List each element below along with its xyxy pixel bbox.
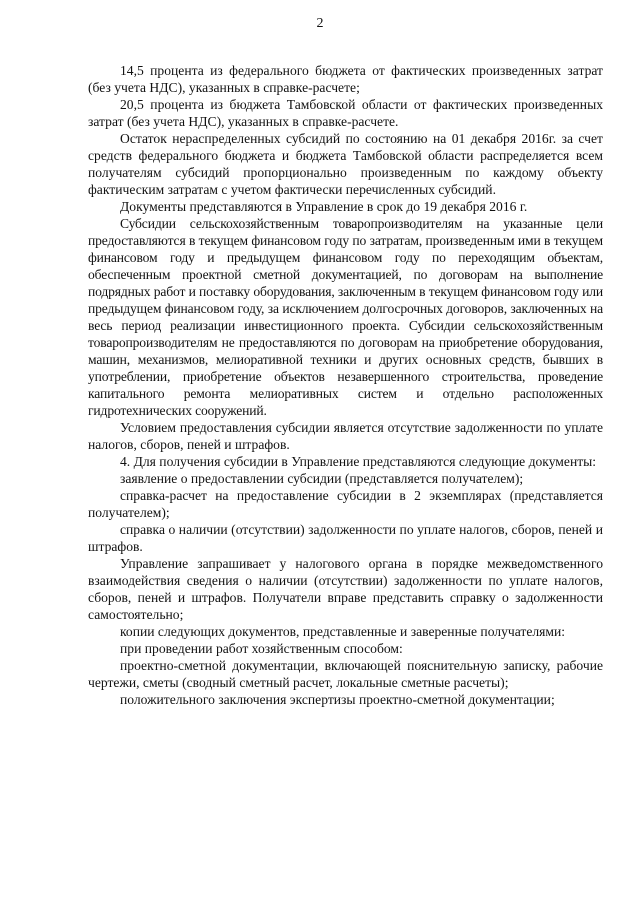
paragraph-tax-request: Управление запрашивает у налогового органа в порядке межведомственного взаимодействия сведения о наличии (отсутствии) задолженности по уплате налогов, сборов, пеней и штрафов. Получатели вправе представить справку о задолженности самостоятельно;: [88, 556, 603, 622]
paragraph-subsidy-conditions: Субсидии сельскохозяйственным товаропроизводителям на указанные цели предоставляются в текущем финансовом году по затратам, произведенным ими в текущем финансовом году и предыдущем финансовом году по переходящим объектам, обеспеченным проектной сметной документацией, по договорам на выполнение подрядных работ и поставку оборудования, заключенным в текущем финансовом году или предыдущем финансовом году, за исключением долгосрочных договоров, заключенных на весь период реализации инвестиционного проекта. Субсидии сельскохозяйственным товаропроизводителям не предоставляются по договорам на приобретение оборудования, машин, механизмов, мелиоративной техники и других основных средств, бывших в употреблении, приобретение объектов незавершенного строительства, проведение капитального ремонта мелиоративных систем и отдельно расположенных гидротехнических сооружений.: [88, 216, 603, 418]
document-body: [88, 62, 603, 708]
page-number: 2: [316, 16, 324, 31]
list-item-debt-certificate: справка о наличии (отсутствии) задолженности по уплате налогов, сборов, пеней и штрафов.: [88, 522, 603, 554]
list-item-design-documentation: проектно-сметной документации, включающей пояснительную записку, рабочие чертежи, сметы (сводный сметный расчет, локальные сметные расчеты);: [88, 658, 603, 690]
list-item-calculation: справка-расчет на предоставление субсидии в 2 экземплярах (представляется получателем);: [88, 488, 603, 520]
paragraph-remaining-subsidies: Остаток нераспределенных субсидий по состоянию на 01 декабря 2016г. за счет средств федерального бюджета и бюджета Тамбовской области распределяется всем получателям субсидий пропорционально произведенным по каждому объекту фактическим затратам с учетом фактически перечисленных субсидий.: [88, 131, 603, 197]
paragraph-regional-share: 20,5 процента из бюджета Тамбовской области от фактических произведенных затрат (без учета НДС), указанных в справке-расчете.: [88, 97, 603, 129]
paragraph-federal-share: 14,5 процента из федерального бюджета от фактических произведенных затрат (без учета НДС), указанных в справке-расчете;: [88, 63, 603, 95]
paragraph-deadline: Документы представляются в Управление в срок до 19 декабря 2016 г.: [120, 199, 528, 214]
list-item-expert-conclusion: положительного заключения экспертизы проектно-сметной документации;: [120, 692, 555, 707]
list-item-copies: копии следующих документов, представленные и заверенные получателями:: [120, 624, 566, 639]
paragraph-required-documents: 4. Для получения субсидии в Управление представляются следующие документы:: [120, 454, 597, 469]
paragraph-tax-condition: Условием предоставления субсидии является отсутствие задолженности по уплате налогов, сборов, пеней и штрафов.: [88, 420, 603, 452]
list-item-own-works: при проведении работ хозяйственным способом:: [120, 641, 403, 656]
list-item-application: заявление о предоставлении субсидии (представляется получателем);: [120, 471, 524, 486]
